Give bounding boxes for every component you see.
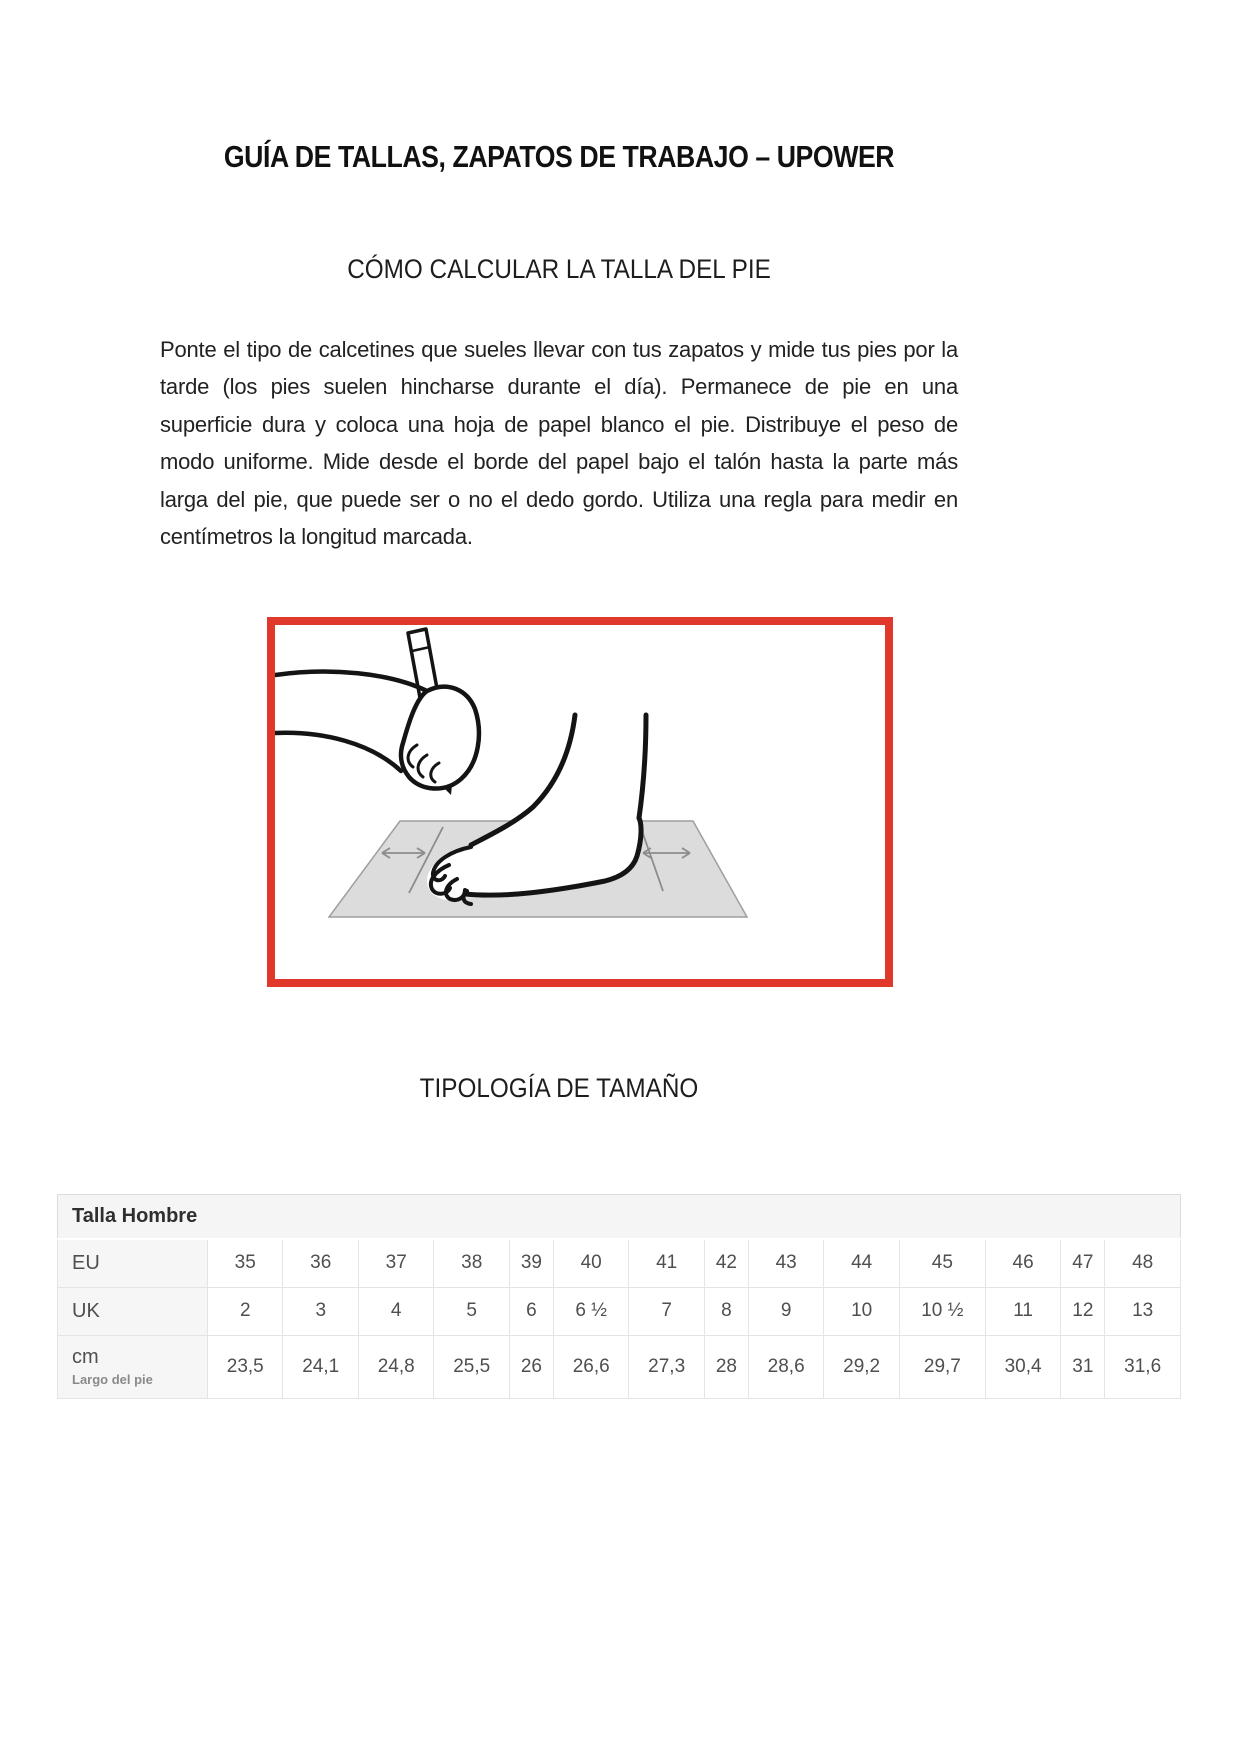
section-heading-tipologia: TIPOLOGÍA DE TAMAÑO	[419, 1073, 699, 1104]
size-cell: 9	[748, 1287, 823, 1335]
document-page	[160, 0, 958, 1104]
hand	[275, 672, 479, 789]
size-cell: 8	[704, 1287, 748, 1335]
page-title: GUÍA DE TALLAS, ZAPATOS DE TRABAJO – UPOWER	[223, 139, 895, 174]
size-cell: 31	[1061, 1335, 1105, 1398]
size-cell: 41	[629, 1239, 704, 1287]
size-table	[57, 1194, 1181, 1399]
size-cell: 26	[509, 1335, 553, 1398]
size-cell: 10	[824, 1287, 899, 1335]
size-cell: 7	[629, 1287, 704, 1335]
size-cell: 24,1	[283, 1335, 358, 1398]
size-cell: 42	[704, 1239, 748, 1287]
size-cell: 38	[434, 1239, 509, 1287]
size-cell: 39	[509, 1239, 553, 1287]
size-cell: 23,5	[208, 1335, 283, 1398]
size-cell: 12	[1061, 1287, 1105, 1335]
size-cell: 29,2	[824, 1335, 899, 1398]
size-row-eu	[58, 1239, 1181, 1287]
size-table-section	[57, 1194, 1181, 1399]
size-cell: 28	[704, 1335, 748, 1398]
size-cell: 13	[1105, 1287, 1181, 1335]
size-cell: 5	[434, 1287, 509, 1335]
size-cell: 30,4	[985, 1335, 1060, 1398]
size-row-uk	[58, 1287, 1181, 1335]
size-cell: 40	[553, 1239, 628, 1287]
row-label-eu: EU	[58, 1239, 208, 1287]
size-cell: 24,8	[358, 1335, 433, 1398]
foot-measuring-drawing	[275, 625, 885, 979]
size-cell: 36	[283, 1239, 358, 1287]
size-cell: 43	[748, 1239, 823, 1287]
table-title: Talla Hombre	[58, 1195, 1181, 1240]
size-cell: 3	[283, 1287, 358, 1335]
size-cell: 11	[985, 1287, 1060, 1335]
size-cell: 4	[358, 1287, 433, 1335]
size-cell: 31,6	[1105, 1335, 1181, 1398]
size-cell: 47	[1061, 1239, 1105, 1287]
size-cell: 6	[509, 1287, 553, 1335]
size-cell: 10 ½	[899, 1287, 985, 1335]
size-cell: 25,5	[434, 1335, 509, 1398]
size-cell: 6 ½	[553, 1287, 628, 1335]
size-cell: 2	[208, 1287, 283, 1335]
intro-paragraph: Ponte el tipo de calcetines que sueles llevar con tus zapatos y mide tus pies por la tarde (los pies suelen hincharse durante el día). Permanece de pie en una superficie dura y coloca una hoja de papel blanco el pie. Distribuye el peso de modo uniforme. Mide desde el borde del papel bajo el talón hasta la parte más larga del pie, que puede ser o no el dedo gordo. Utiliza una regla para medir en centímetros la longitud marcada.	[160, 337, 958, 550]
row-label-uk: UK	[58, 1287, 208, 1335]
size-cell: 27,3	[629, 1335, 704, 1398]
size-cell: 37	[358, 1239, 433, 1287]
size-row-cm	[58, 1335, 1181, 1398]
size-cell: 45	[899, 1239, 985, 1287]
size-cell: 48	[1105, 1239, 1181, 1287]
row-sublabel: Largo del pie	[72, 1372, 153, 1387]
size-cell: 44	[824, 1239, 899, 1287]
foot-measuring-illustration	[267, 617, 893, 987]
row-label-cm: cm Largo del pie	[58, 1335, 208, 1398]
size-cell: 26,6	[553, 1335, 628, 1398]
size-cell: 29,7	[899, 1335, 985, 1398]
table-title-row	[58, 1195, 1181, 1240]
size-cell: 28,6	[748, 1335, 823, 1398]
size-cell: 35	[208, 1239, 283, 1287]
size-cell: 46	[985, 1239, 1060, 1287]
section-heading-como-calcular: CÓMO CALCULAR LA TALLA DEL PIE	[347, 254, 771, 284]
